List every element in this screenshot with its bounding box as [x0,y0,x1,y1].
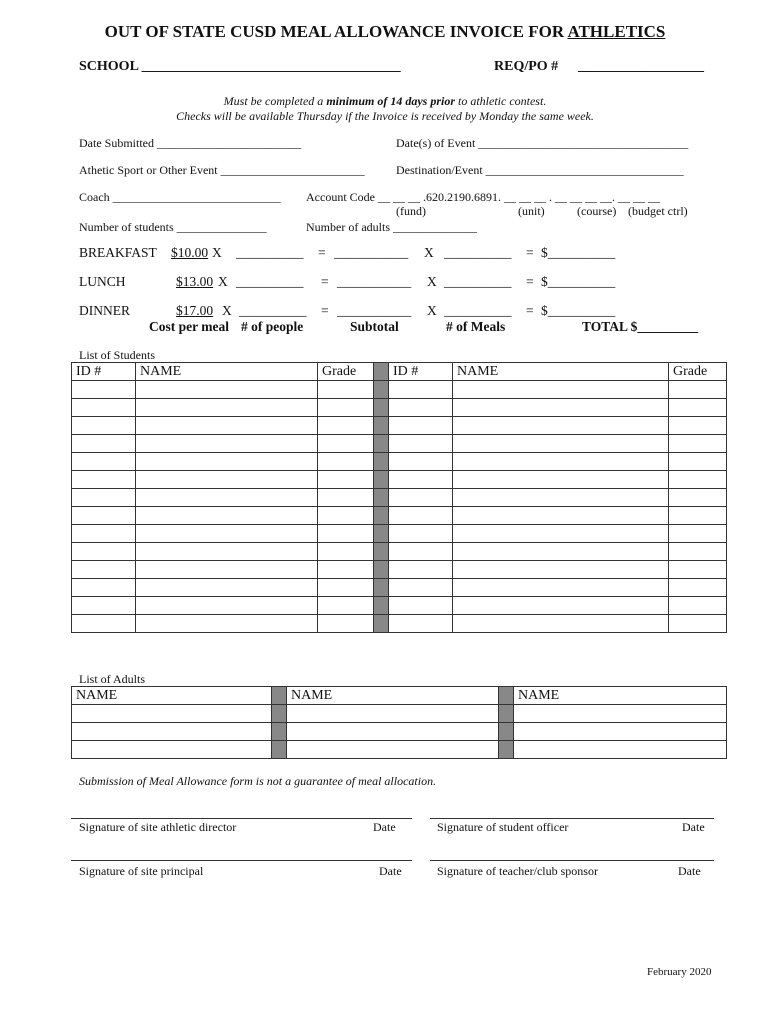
students-header-row [72,363,727,381]
student-name-cell[interactable] [453,471,669,489]
adult-name-cell[interactable] [72,705,272,723]
column-divider [272,723,287,741]
name-header: NAME [72,687,272,705]
meal-name: LUNCH [79,274,126,289]
student-id-cell[interactable] [72,489,136,507]
student-id-cell[interactable] [72,417,136,435]
student-name-cell[interactable] [453,381,669,399]
column-divider [374,561,389,579]
times-sign: X [212,245,222,260]
student-name-cell[interactable] [136,507,318,525]
deadline-notice [0,94,770,109]
equals-sign: = [526,274,534,289]
student-row [72,597,727,615]
destination-field[interactable]: Destination/Event _________________________________ [396,163,684,177]
column-divider [374,579,389,597]
people-field[interactable]: __________ [236,245,304,260]
name-header: NAME [136,363,318,381]
name-header: NAME [287,687,499,705]
adult-name-cell[interactable] [514,723,727,741]
student-name-cell[interactable] [453,579,669,597]
student-name-cell[interactable] [453,543,669,561]
student-name-cell[interactable] [453,507,669,525]
student-grade-cell[interactable] [318,579,374,597]
num-meals-label: # of Meals [446,319,506,334]
budget-ctrl-label: (budget ctrl) [628,204,688,218]
equals-sign: = [318,245,326,260]
title-emphasis: ATHLETICS [567,22,666,41]
equals-sign: = [526,245,534,260]
notice-text-pre: Must be completed a [223,94,327,108]
students-table [71,362,727,633]
signature-label: Signature of site athletic director [79,820,237,834]
student-grade-cell[interactable] [318,597,374,615]
date-label: Date [373,820,396,834]
num-students-field[interactable]: Number of students _______________ [79,220,267,234]
column-divider [374,615,389,633]
student-id-cell[interactable] [72,471,136,489]
adult-name-cell[interactable] [287,723,499,741]
student-name-cell[interactable] [136,453,318,471]
student-grade-cell[interactable] [318,399,374,417]
student-id-cell[interactable] [389,615,453,633]
school-field[interactable]: SCHOOL _____________________________________ [79,59,401,74]
student-id-cell[interactable] [389,471,453,489]
student-name-cell[interactable] [453,435,669,453]
student-name-cell[interactable] [453,417,669,435]
subtotal-field[interactable]: ___________ [334,245,409,260]
column-divider [499,705,514,723]
id-header: ID # [72,363,136,381]
student-name-cell[interactable] [136,471,318,489]
column-divider [374,507,389,525]
student-name-cell[interactable] [136,381,318,399]
name-header: NAME [514,687,727,705]
student-row [72,543,727,561]
student-id-cell[interactable] [389,435,453,453]
student-grade-cell[interactable] [318,417,374,435]
student-row [72,417,727,435]
student-grade-cell[interactable] [669,417,727,435]
student-id-cell[interactable] [72,453,136,471]
people-field[interactable]: __________ [239,303,307,318]
num-people-label: # of people [241,319,304,334]
student-id-cell[interactable] [389,543,453,561]
revision-date: February 2020 [647,966,712,978]
student-row [72,471,727,489]
student-name-cell[interactable] [136,399,318,417]
student-grade-cell[interactable] [669,561,727,579]
column-divider [374,543,389,561]
meal-price: $10.00 [171,245,209,260]
student-row [72,507,727,525]
adult-name-cell[interactable] [514,741,727,759]
notice-text-bold: minimum of 14 days prior [326,94,455,108]
student-id-cell[interactable] [72,525,136,543]
student-grade-cell[interactable] [669,543,727,561]
student-name-cell[interactable] [453,597,669,615]
subtotal-field[interactable]: ___________ [337,303,412,318]
student-grade-cell[interactable] [669,597,727,615]
student-grade-cell[interactable] [318,561,374,579]
equals-sign: = [321,303,329,318]
adult-name-cell[interactable] [72,723,272,741]
student-id-cell[interactable] [72,435,136,453]
student-grade-cell[interactable] [318,507,374,525]
column-divider [374,381,389,399]
reqpo-label: REQ/PO # [494,59,559,74]
student-id-cell[interactable] [389,597,453,615]
student-id-cell[interactable] [72,597,136,615]
student-row [72,579,727,597]
student-id-cell[interactable] [389,453,453,471]
date-submitted-field[interactable]: Date Submitted ________________________ [79,136,301,150]
total-field[interactable]: $__________ [541,274,616,289]
adult-row [72,705,727,723]
adult-name-cell[interactable] [514,705,727,723]
equals-sign: = [526,303,534,318]
student-grade-cell[interactable] [669,471,727,489]
signature-line[interactable] [430,860,714,861]
id-header: ID # [389,363,453,381]
column-divider [272,741,287,759]
student-id-cell[interactable] [389,381,453,399]
unit-label: (unit) [518,204,545,218]
fund-label: (fund) [396,204,426,218]
signature-line[interactable] [71,860,412,861]
column-divider [374,471,389,489]
student-row [72,381,727,399]
adult-name-cell[interactable] [72,741,272,759]
student-grade-cell[interactable] [669,525,727,543]
column-divider [499,687,514,705]
check-notice: Checks will be available Thursday if the Invoice is received by Monday the same week. [176,109,594,123]
cost-per-meal-label: Cost per meal [149,319,229,334]
student-id-cell[interactable] [72,561,136,579]
student-name-cell[interactable] [136,615,318,633]
column-divider [272,687,287,705]
column-divider [374,597,389,615]
student-grade-cell[interactable] [318,381,374,399]
student-id-cell[interactable] [389,417,453,435]
times-sign: X [424,245,434,260]
student-row [72,453,727,471]
column-divider [374,525,389,543]
form-title [0,22,770,42]
student-grade-cell[interactable] [318,435,374,453]
times-sign: X [218,274,228,289]
student-row [72,489,727,507]
column-divider [374,489,389,507]
meal-name: DINNER [79,303,130,318]
sport-field[interactable]: Athetic Sport or Other Event ________________________ [79,163,365,177]
student-grade-cell[interactable] [669,399,727,417]
student-name-cell[interactable] [136,579,318,597]
account-code-field[interactable]: Account Code __ __ __ .620.2190.6891. __ __ __ . __ __ __ __. __ __ __ [306,190,660,204]
column-divider [499,723,514,741]
subtotal-field[interactable]: ___________ [337,274,412,289]
student-grade-cell[interactable] [669,579,727,597]
student-name-cell[interactable] [136,525,318,543]
times-sign: X [427,274,437,289]
meals-field[interactable]: __________ [444,303,512,318]
column-divider [374,417,389,435]
adults-table [71,686,727,759]
student-grade-cell[interactable] [669,453,727,471]
student-grade-cell[interactable] [669,507,727,525]
column-divider [272,705,287,723]
student-grade-cell[interactable] [669,435,727,453]
student-row [72,615,727,633]
students-caption: List of Students [79,348,156,362]
adults-header-row [72,687,727,705]
student-grade-cell[interactable] [318,471,374,489]
student-row [72,525,727,543]
meals-field[interactable]: __________ [444,274,512,289]
signature-line[interactable] [71,818,412,819]
name-header: NAME [453,363,669,381]
student-grade-cell[interactable] [318,453,374,471]
column-divider [374,435,389,453]
num-adults-field[interactable]: Number of adults ______________ [306,220,477,234]
notice-text-post: to athletic contest. [455,94,547,108]
meal-name: BREAKFAST [79,245,157,260]
student-grade-cell[interactable] [318,525,374,543]
student-name-cell[interactable] [136,435,318,453]
grand-total-field[interactable]: TOTAL $_________ [582,319,699,334]
adults-caption: List of Adults [79,672,146,686]
student-grade-cell[interactable] [669,381,727,399]
times-sign: X [427,303,437,318]
student-id-cell[interactable] [72,507,136,525]
student-grade-cell[interactable] [669,615,727,633]
student-name-cell[interactable] [453,399,669,417]
column-divider [374,453,389,471]
student-name-cell[interactable] [136,561,318,579]
adult-row [72,741,727,759]
student-id-cell[interactable] [72,399,136,417]
student-id-cell[interactable] [389,399,453,417]
student-id-cell[interactable] [72,381,136,399]
student-name-cell[interactable] [453,489,669,507]
course-label: (course) [577,204,617,218]
signature-label: Signature of site principal [79,864,204,878]
date-label: Date [678,864,701,878]
adult-name-cell[interactable] [287,741,499,759]
student-row [72,561,727,579]
student-grade-cell[interactable] [318,543,374,561]
total-field[interactable]: $__________ [541,303,616,318]
student-grade-cell[interactable] [318,615,374,633]
total-field[interactable]: $__________ [541,245,616,260]
reqpo-field[interactable]: __________________ [578,59,704,74]
student-name-cell[interactable] [453,525,669,543]
grade-header: Grade [669,363,727,381]
student-id-cell[interactable] [72,543,136,561]
student-row [72,399,727,417]
title-prefix: OUT OF STATE CUSD MEAL ALLOWANCE INVOICE FOR [104,22,568,41]
times-sign: X [222,303,232,318]
equals-sign: = [321,274,329,289]
coach-field[interactable]: Coach ____________________________ [79,190,281,204]
meals-field[interactable]: __________ [444,245,512,260]
date-label: Date [682,820,705,834]
date-label: Date [379,864,402,878]
people-field[interactable]: __________ [236,274,304,289]
signature-label: Signature of teacher/club sponsor [437,864,598,878]
student-grade-cell[interactable] [318,489,374,507]
student-id-cell[interactable] [389,507,453,525]
dates-of-event-field[interactable]: Date(s) of Event ___________________________________ [396,136,689,150]
student-name-cell[interactable] [136,417,318,435]
student-name-cell[interactable] [453,615,669,633]
column-divider [499,741,514,759]
signature-label: Signature of student officer [437,820,569,834]
column-divider [374,363,389,381]
student-name-cell[interactable] [136,489,318,507]
student-id-cell[interactable] [72,579,136,597]
adult-row [72,723,727,741]
meal-price: $17.00 [176,303,214,318]
subtotal-label: Subtotal [350,319,399,334]
grade-header: Grade [318,363,374,381]
student-id-cell[interactable] [72,615,136,633]
disclaimer: Submission of Meal Allowance form is not a guarantee of meal allocation. [79,774,437,788]
student-grade-cell[interactable] [669,489,727,507]
column-divider [374,399,389,417]
student-id-cell[interactable] [389,561,453,579]
student-id-cell[interactable] [389,579,453,597]
student-name-cell[interactable] [136,543,318,561]
adult-name-cell[interactable] [287,705,499,723]
meal-price: $13.00 [176,274,214,289]
student-name-cell[interactable] [136,597,318,615]
signature-line[interactable] [430,818,714,819]
student-name-cell[interactable] [453,561,669,579]
student-id-cell[interactable] [389,525,453,543]
student-id-cell[interactable] [389,489,453,507]
student-name-cell[interactable] [453,453,669,471]
student-row [72,435,727,453]
